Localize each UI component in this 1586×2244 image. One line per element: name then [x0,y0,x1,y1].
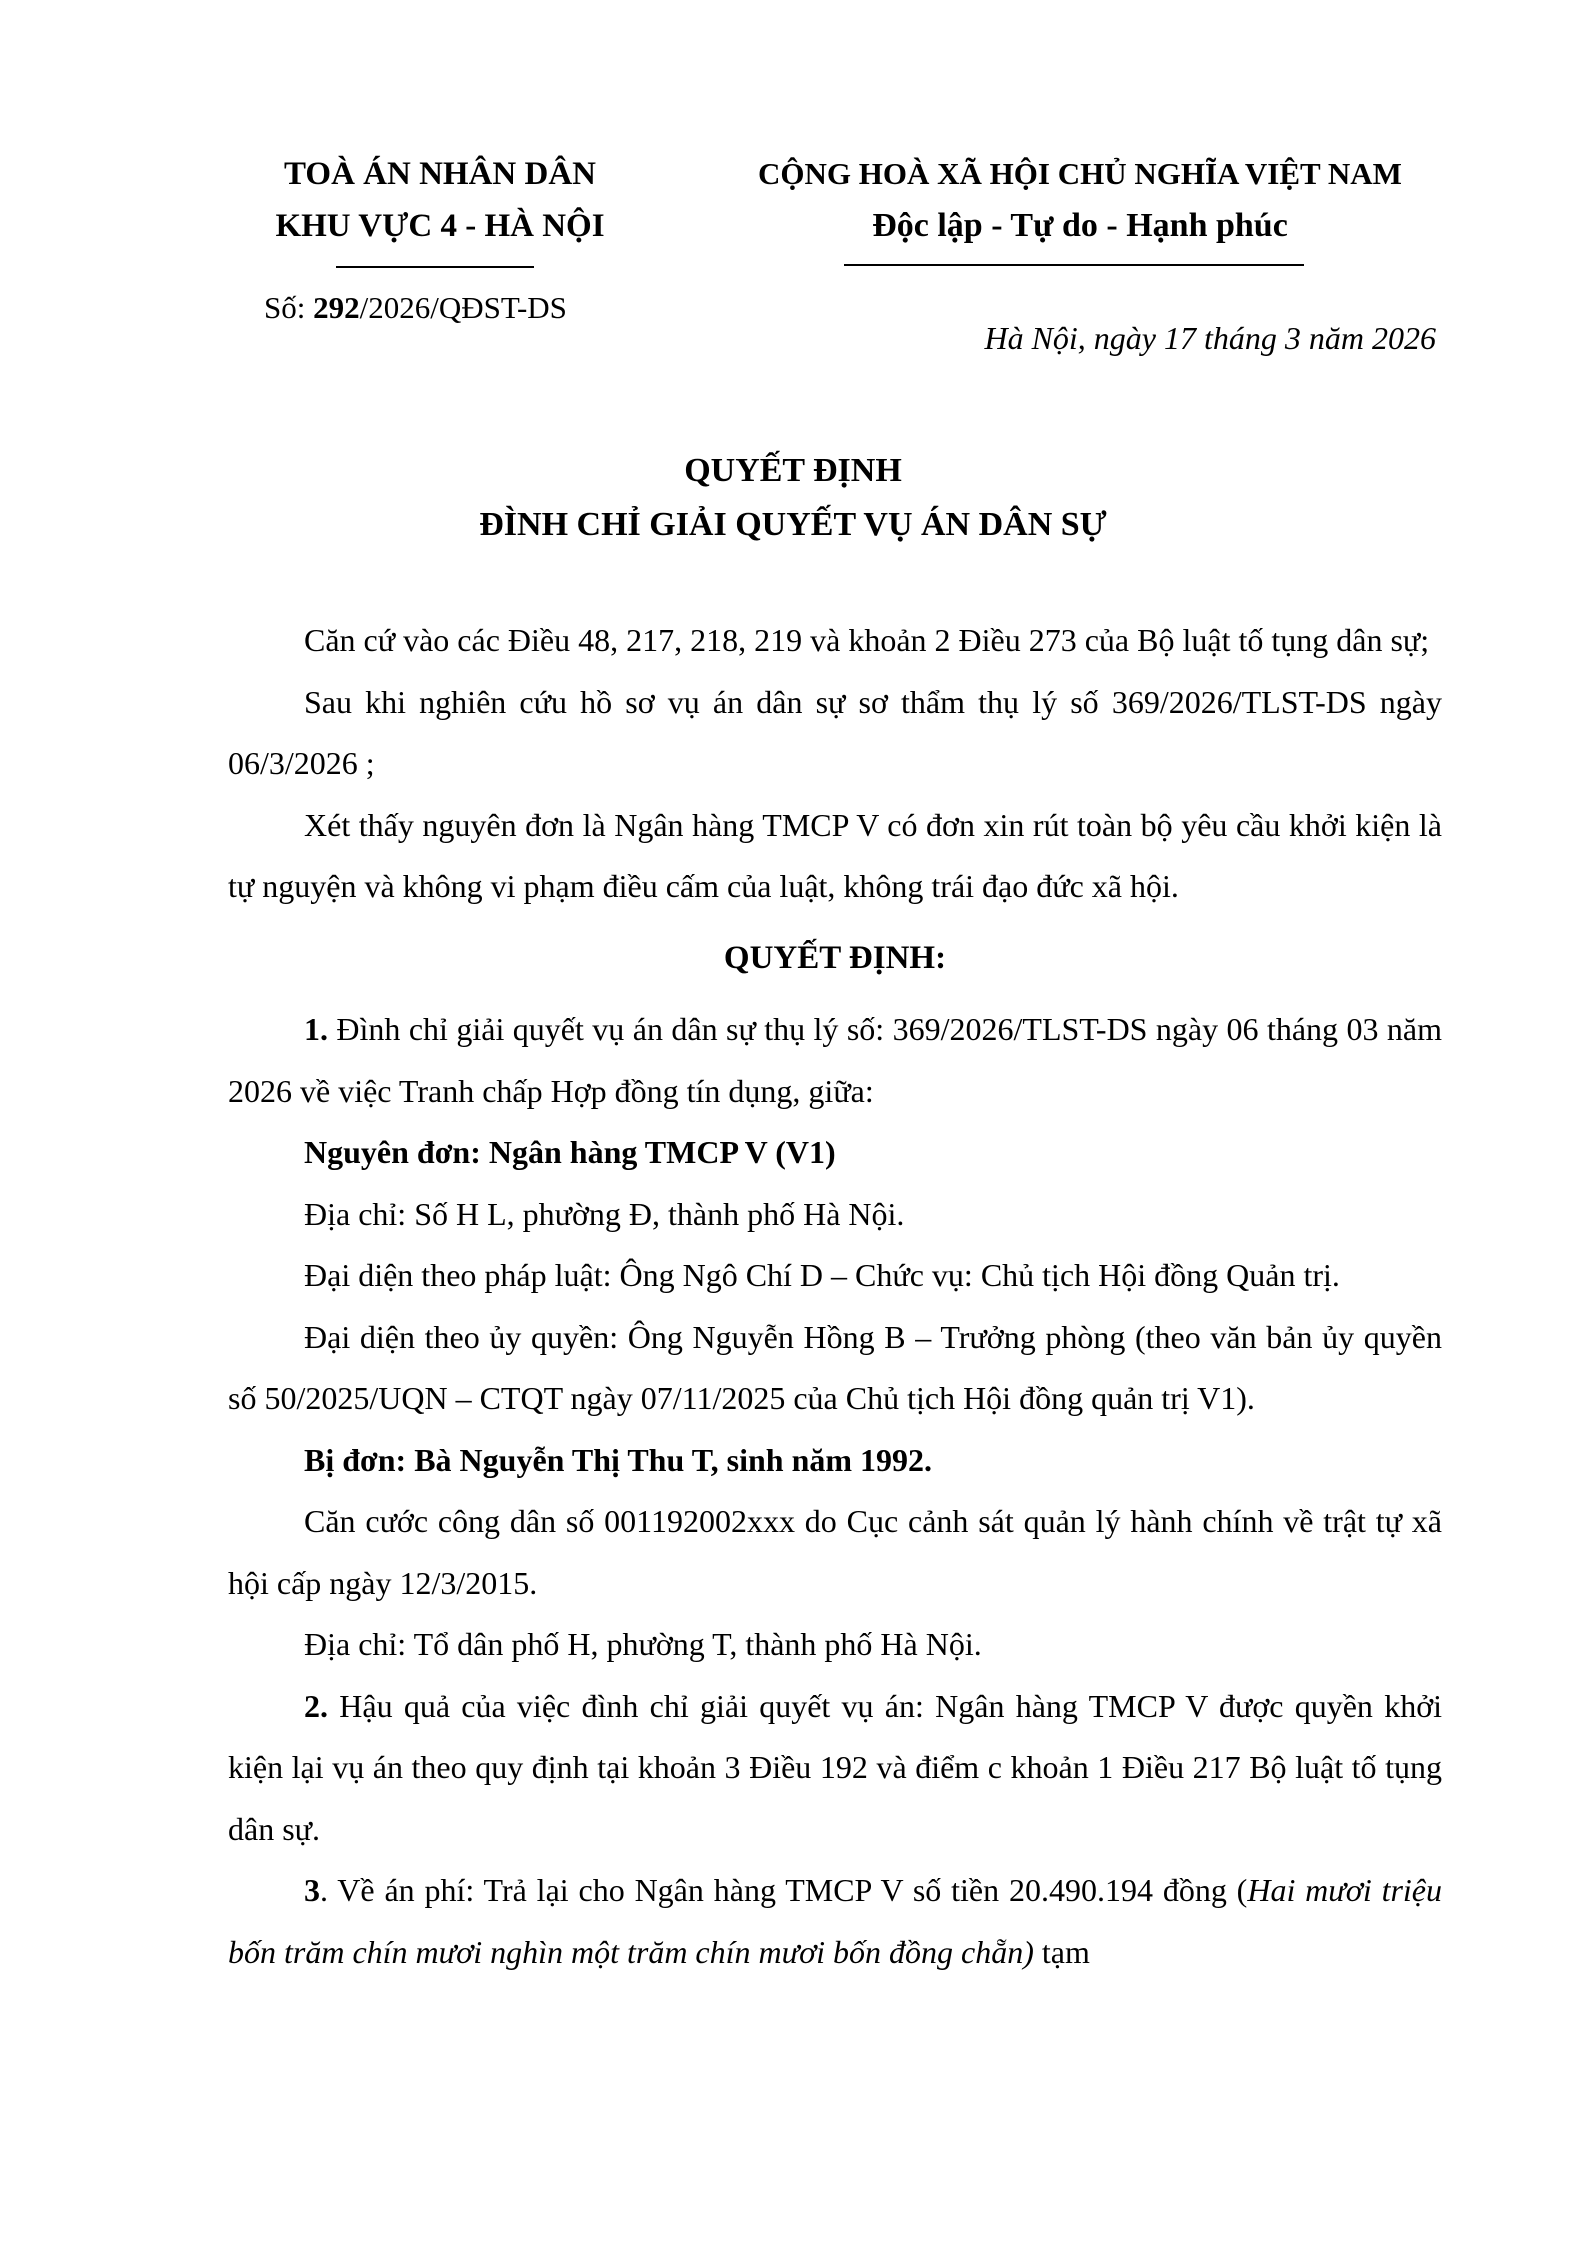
plaintiff-sep: : [470,1134,489,1170]
item-2-number: 2. [304,1687,328,1724]
decision-heading: QUYẾT ĐỊNH: [723,939,947,976]
document-number [264,288,567,328]
doc-no-prefix: Số: [264,290,314,325]
court-divider [336,266,534,268]
title-line1: QUYẾT ĐỊNH [684,452,902,489]
document-body [228,610,1442,1983]
title-line2: ĐÌNH CHỈ GIẢI QUYẾT VỤ ÁN DÂN SỰ [479,506,1107,543]
item-1-text: Đình chỉ giải quyết vụ án dân sự thụ lý số: 369/2026/TLST-DS ngày 06 tháng 03 năm 2026 về việc Tranh chấp Hợp đồng tín dụng, giữa: [228,1011,1442,1109]
plaintiff-address: Địa chỉ: Số H L, phường Đ, thành phố Hà Nội. [304,1195,905,1232]
defendant-heading: Bị đơn: Bà Nguyễn Thị Thu T, sinh năm 1992. [304,1441,933,1478]
motto-divider [844,264,1304,266]
nation-header [700,148,1460,252]
item-2-text: Hậu quả của việc đình chỉ giải quyết vụ án: Ngân hàng TMCP V được quyền khởi kiện lại vụ án theo quy định tại khoản 3 Điều 192 và điểm c khoản 1 Điều 217 Bộ luật tố tụng dân sự. [228,1687,1442,1847]
doc-no-suffix: /2026/QĐST-DS [359,290,567,325]
item-3-amount-words: Hai mươi triệu bốn trăm chín mươi nghìn một trăm chín mươi bốn đồng chẵn) [228,1872,1443,1970]
item-3-number: 3 [304,1872,320,1908]
place-date: Hà Nội, ngày 17 tháng 3 năm 2026 [984,320,1436,356]
court-name-line1: TOÀ ÁN NHÂN DÂN [284,156,596,192]
plaintiff-label: Nguyên đơn [304,1134,471,1170]
plaintiff-authorized-rep: Đại diện theo ủy quyền: Ông Nguyễn Hồng B – Trưởng phòng (theo văn bản ủy quyền số 50/2025/UQN – CTQT ngày 07/11/2025 của Chủ tịch Hội đồng quản trị V1). [228,1318,1442,1416]
doc-no-bold: 292 [313,290,360,325]
preamble-3: Xét thấy nguyên đơn là Ngân hàng TMCP V có đơn xin rút toàn bộ yêu cầu khởi kiện là tự nguyện và không vi phạm điều cấm của luật, không trái đạo đức xã hội. [228,806,1442,904]
preamble-1: Căn cứ vào các Điều 48, 217, 218, 219 và khoản 2 Điều 273 của Bộ luật tố tụng dân sự; [304,622,1430,658]
plaintiff-legal-rep: Đại diện theo pháp luật: Ông Ngô Chí D – Chức vụ: Chủ tịch Hội đồng Quản trị. [304,1257,1340,1293]
court-name-line2: KHU VỰC 4 - HÀ NỘI [275,208,605,244]
plaintiff-heading [228,1122,1442,1184]
court-header [230,148,650,252]
preamble-2: Sau khi nghiên cứu hồ sơ vụ án dân sự sơ thẩm thụ lý số 369/2026/TLST-DS ngày 06/3/2026 ; [228,683,1442,781]
nation-name: CỘNG HOÀ XÃ HỘI CHỦ NGHĨA VIỆT NAM [758,156,1402,191]
plaintiff-name: Ngân hàng TMCP V (V1) [488,1134,836,1170]
document-title [0,444,1586,552]
national-motto: Độc lập - Tự do - Hạnh phúc [872,207,1288,244]
item-1-number: 1. [304,1011,328,1047]
item-2 [228,1676,1442,1861]
item-3-text: . Về án phí: Trả lại cho Ngân hàng TMCP V số tiền 20.490.194 đồng ( [320,1872,1248,1908]
defendant-address: Địa chỉ: Tổ dân phố H, phường T, thành phố Hà Nội. [304,1626,982,1662]
defendant-id: Căn cước công dân số 001192002xxx do Cục cảnh sát quản lý hành chính về trật tự xã hội cấp ngày 12/3/2015. [228,1503,1442,1601]
item-3-tail: tạm [1033,1933,1090,1970]
item-1 [228,999,1442,1122]
item-3 [228,1860,1442,1983]
